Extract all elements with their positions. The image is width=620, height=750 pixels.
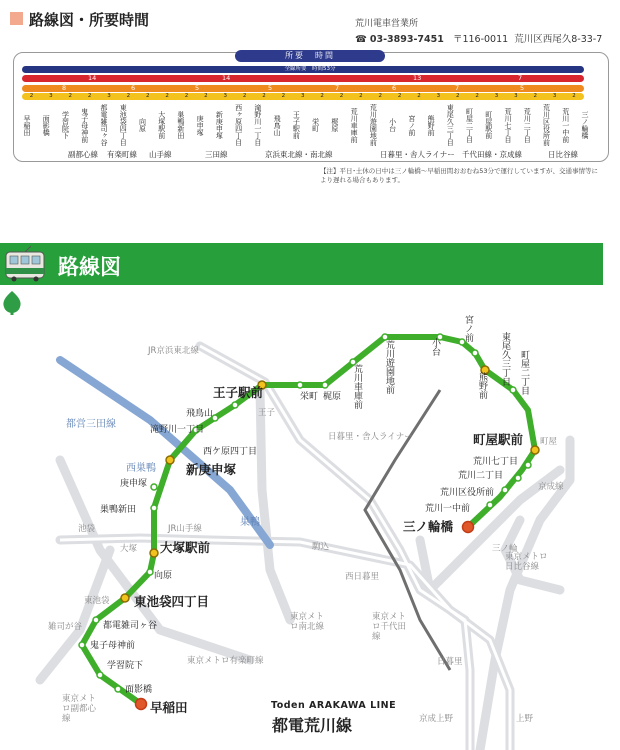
- timetable-stop: 荒川車庫前: [350, 107, 359, 143]
- phone-icon: ☎: [355, 34, 367, 45]
- yellow-section-time: 2: [417, 93, 421, 99]
- orange-section-time: 8: [62, 84, 67, 92]
- yellow-section-time: 3: [223, 93, 227, 99]
- timetable-stop: 栄町: [311, 118, 320, 132]
- timetable-stop: 東尾久三丁目: [446, 104, 455, 146]
- yellow-section-time: 2: [456, 93, 460, 99]
- stop-marker-gakushuinshita: [97, 672, 103, 678]
- orange-section-time: 5: [268, 84, 273, 92]
- liner-label: 日暮里・舎人ライナー: [328, 432, 413, 442]
- stop-marker-asukayama: [232, 402, 238, 408]
- yellow-section-time: 2: [397, 93, 402, 99]
- stop-marker-kuyakusho: [502, 487, 508, 493]
- yellow-section-time: 2: [359, 93, 363, 99]
- stop-label-higashiogu: 東尾久三丁目: [500, 332, 510, 386]
- stop-marker-kajiwara: [322, 382, 328, 388]
- stop-marker-minowabashi: [463, 522, 474, 533]
- stop-marker-sugamoshinden: [151, 505, 157, 511]
- yellow-section-time: 2: [262, 93, 266, 99]
- timetable-stop: 飛鳥山: [273, 114, 282, 136]
- timetable-stop: 王子駅前: [292, 111, 301, 139]
- station-nippori: 日暮里: [437, 657, 463, 667]
- red-section-time: 14: [88, 74, 97, 82]
- stop-label-minowabashi: 三ノ輪橋: [403, 519, 454, 534]
- line-name-japanese: 都電荒川線: [272, 716, 353, 735]
- stop-label-mukohara: 向原: [154, 571, 173, 581]
- stop-marker-higashiikebukuro: [121, 594, 129, 602]
- transfer-line: 山手線: [149, 150, 172, 159]
- postal-code: 〒116-0011: [452, 34, 509, 45]
- metro-yurakucho-label: 東京メトロ有楽町線: [187, 656, 264, 666]
- orange-section-time: 5: [520, 84, 525, 92]
- timetable-stop: 向原: [138, 118, 147, 132]
- station-otsuka: 大塚: [120, 544, 138, 554]
- station-machiya: 町屋: [540, 437, 558, 447]
- yellow-section-time: 3: [552, 93, 557, 99]
- orange-section-time: 7: [335, 84, 340, 92]
- jr-keihin-tohoku-label: JR京浜東北線: [148, 346, 199, 356]
- stop-marker-arakawa2: [515, 475, 521, 481]
- stop-label-koshinzuka: 庚申塚: [120, 479, 148, 489]
- stop-label-kajiwara: 梶原: [323, 392, 342, 402]
- timetable-stop: 東池袋四丁目: [119, 104, 128, 146]
- yellow-section-time: 2: [126, 93, 131, 99]
- timetable-stop: 宮ノ前: [407, 114, 416, 136]
- stop-marker-mukohara: [147, 569, 153, 575]
- route-map-title: 路線図: [58, 255, 121, 279]
- yellow-section-time: 3: [436, 93, 441, 99]
- stop-marker-shinkoshinzuka: [166, 456, 174, 464]
- timetable-stop: 荒川一中前: [561, 107, 570, 143]
- section-time-bar-orange: [22, 85, 584, 92]
- stop-marker-sakaecho: [297, 382, 303, 388]
- red-section-time: 7: [518, 74, 523, 82]
- orange-section-time: 7: [455, 84, 460, 92]
- yellow-section-time: 2: [145, 93, 150, 99]
- yellow-section-time: 2: [68, 93, 72, 99]
- transfer-line: 三田線: [205, 150, 228, 159]
- transfer-line: 有楽町線: [107, 150, 137, 159]
- stop-label-oji: 王子駅前: [213, 385, 264, 400]
- timetable-stop: 滝野川一丁目: [253, 104, 262, 146]
- timetable-stop: 早稲田: [23, 114, 31, 136]
- stop-label-waseda: 早稲田: [150, 700, 188, 715]
- phone-number: 03-3893-7451: [369, 34, 444, 45]
- timetable-stop: 荒川区役所前: [542, 104, 551, 146]
- yellow-section-time: 2: [29, 93, 34, 99]
- transfer-line: 日暮里・舎人ライナー: [380, 150, 455, 159]
- orange-section-time: 5: [195, 84, 200, 92]
- stop-label-kumanomae: 熊野前: [477, 372, 487, 399]
- timetable-stop: 荒川二丁目: [523, 107, 532, 143]
- timetable-stop: 町屋二丁目: [465, 107, 474, 143]
- station-minowa: 三ノ輪: [492, 544, 518, 554]
- stop-marker-waseda: [136, 699, 147, 710]
- timetable-stop: 西ヶ原四丁目: [234, 104, 243, 146]
- stop-marker-omokagebashi: [115, 686, 121, 692]
- station-nishinippori: 西日暮里: [345, 572, 380, 582]
- stop-label-gakushuinshita: 学習院下: [107, 661, 144, 671]
- yellow-section-time: 2: [184, 93, 189, 99]
- timetable-stop: 荒川遊園地前: [369, 104, 378, 146]
- stop-label-miyanomae: 宮ノ前: [463, 315, 473, 342]
- title-marker: [10, 12, 23, 25]
- yellow-section-time: 3: [494, 93, 499, 99]
- timetable-stop: 面影橋: [42, 114, 51, 136]
- stop-marker-kishibojin: [79, 642, 85, 648]
- station-sugamo: 巣鴨: [240, 517, 260, 528]
- keisei-label: 京成線: [538, 482, 564, 492]
- timetable-stop: 巣鴨新田: [176, 111, 185, 139]
- transfer-line: 日比谷線: [548, 150, 578, 159]
- stop-label-odai: 小台: [430, 338, 440, 356]
- timetable-stop: 鬼子母神前: [80, 107, 89, 143]
- yellow-section-time: 2: [572, 93, 576, 99]
- transfer-line: 京浜東北線・: [265, 150, 310, 159]
- stop-label-arakawa7: 荒川七丁目: [473, 457, 519, 467]
- station-keiseiueno: 京成上野: [419, 714, 454, 724]
- transfer-line: 千代田線・京成線: [462, 150, 522, 159]
- stop-label-nishigahara: 西ケ原四丁目: [203, 447, 258, 457]
- yellow-section-time: 2: [475, 93, 479, 99]
- yellow-section-time: 2: [165, 93, 169, 99]
- page-title: 路線図・所要時間: [29, 11, 150, 29]
- red-section-time: 13: [413, 74, 422, 82]
- stop-marker-machiyaeki: [531, 446, 539, 454]
- stop-marker-higashiogu: [472, 350, 478, 356]
- transfer-line: 副都心線: [68, 150, 98, 159]
- timetable-note: 【注】平日･土休の日中は三ノ輪橋〜早稲田間おおむね53分で運行していますが、交通事情等により遅れる場合もあります。: [320, 167, 599, 184]
- timetable-stop: 梶原: [330, 118, 339, 132]
- station-oji: 王子: [258, 408, 276, 418]
- stop-label-machiyaeki: 町屋駅前: [473, 432, 524, 447]
- stop-label-asukayama: 飛鳥山: [186, 409, 214, 419]
- office-name: 荒川電車営業所: [355, 19, 419, 29]
- stop-label-sugamoshinden: 巣鴨新田: [100, 505, 137, 515]
- stop-label-kishibojin: 鬼子母神前: [90, 641, 136, 651]
- stop-label-omokagebashi: 面影橋: [125, 685, 153, 695]
- station-zoshigaya: 雑司が谷: [48, 622, 83, 632]
- line-name-english: Toden ARAKAWA LINE: [271, 700, 397, 711]
- timetable-stop: 学習院下: [61, 111, 70, 139]
- metro-fukutoshin-label: 東京メトロ副都心線: [62, 694, 97, 724]
- stop-marker-arakawa7: [525, 462, 531, 468]
- station-higashiikebukuro: 東池袋: [84, 596, 110, 606]
- yellow-section-time: 2: [378, 93, 383, 99]
- yellow-section-time: 3: [514, 93, 518, 99]
- stop-label-takinogawa: 滝野川一丁目: [150, 425, 205, 435]
- contact-info: [355, 31, 602, 45]
- stop-label-machiya2: 町屋二丁目: [519, 350, 529, 395]
- yellow-section-time: 2: [281, 93, 286, 99]
- stop-label-zoshigaya: 都電雑司ヶ谷: [103, 621, 158, 631]
- stop-label-kuyakusho: 荒川区役所前: [440, 488, 495, 498]
- timetable-stop: 大塚駅前: [157, 111, 166, 139]
- stop-label-higashiikebukuro: 東池袋四丁目: [134, 594, 210, 609]
- yellow-section-time: 3: [301, 93, 305, 99]
- transfer-line: 南北線: [310, 150, 333, 159]
- timetable-stop: 三ノ輪橋: [581, 111, 589, 139]
- yellow-section-time: 2: [533, 93, 538, 99]
- stop-marker-otsuka: [150, 549, 158, 557]
- station-nishisugamo: 西巣鴨: [126, 463, 156, 474]
- tram-icon: [4, 246, 46, 282]
- timetable-stop: 町屋駅前: [484, 111, 493, 139]
- total-time-label: 全線所要 時間53分: [284, 66, 336, 72]
- toden-logo-icon: [0, 290, 24, 316]
- address: 荒川区西尾久8-33-7: [514, 34, 603, 45]
- station-ueno: 上野: [516, 714, 534, 724]
- orange-section-time: 6: [392, 84, 397, 92]
- orange-section-time: 6: [131, 84, 136, 92]
- timetable-header: 所要 時間: [235, 50, 385, 62]
- timetable-stop: 新庚申塚: [215, 111, 224, 139]
- timetable-stop: 熊野前: [427, 114, 436, 136]
- yellow-section-time: 2: [339, 93, 344, 99]
- station-komagome: 駒込: [312, 542, 330, 552]
- timetable-stop: 小台: [388, 118, 397, 132]
- yellow-section-time: 2: [320, 93, 324, 99]
- yellow-section-time: 3: [107, 93, 111, 99]
- stop-label-shinkoshinzuka: 新庚申塚: [186, 462, 237, 477]
- toei-mita-label: 都営三田線: [66, 419, 116, 430]
- timetable-stop: 庚申塚: [196, 114, 205, 136]
- stop-label-arakawa2: 荒川二丁目: [458, 471, 504, 481]
- section-time-bar-red: [22, 75, 584, 82]
- yellow-section-time: 2: [87, 93, 92, 99]
- stop-marker-itchu: [487, 502, 493, 508]
- stop-marker-zoshigaya: [93, 617, 99, 623]
- yellow-section-time: 3: [49, 93, 53, 99]
- route-map: [0, 290, 620, 750]
- yellow-section-time: 2: [204, 93, 208, 99]
- stop-label-yuenchi: 荒川遊園地前: [384, 340, 394, 394]
- metro-hibiya-label: 東京メトロ日比谷線: [505, 552, 548, 572]
- yellow-section-time: 2: [242, 93, 247, 99]
- metro-chiyoda-label: 東京メトロ千代田線: [372, 612, 407, 642]
- stop-label-shakomae: 荒川車庫前: [352, 364, 362, 409]
- stop-label-itchu: 荒川一中前: [425, 504, 471, 514]
- jr-yamanote-label: JR山手線: [168, 524, 202, 534]
- stop-marker-machiya2: [510, 387, 516, 393]
- timetable-stop: 荒川七丁目: [504, 107, 513, 143]
- stop-label-otsuka: 大塚駅前: [160, 540, 211, 555]
- red-section-time: 14: [222, 74, 231, 82]
- station-ikebukuro: 池袋: [78, 524, 96, 534]
- stop-marker-koshinzuka: [151, 484, 157, 490]
- stop-label-sakaecho: 栄町: [300, 392, 319, 402]
- timetable-stop: 都電雑司ヶ谷: [99, 104, 108, 146]
- metro-namboku-label: 東京メトロ南北線: [290, 612, 325, 632]
